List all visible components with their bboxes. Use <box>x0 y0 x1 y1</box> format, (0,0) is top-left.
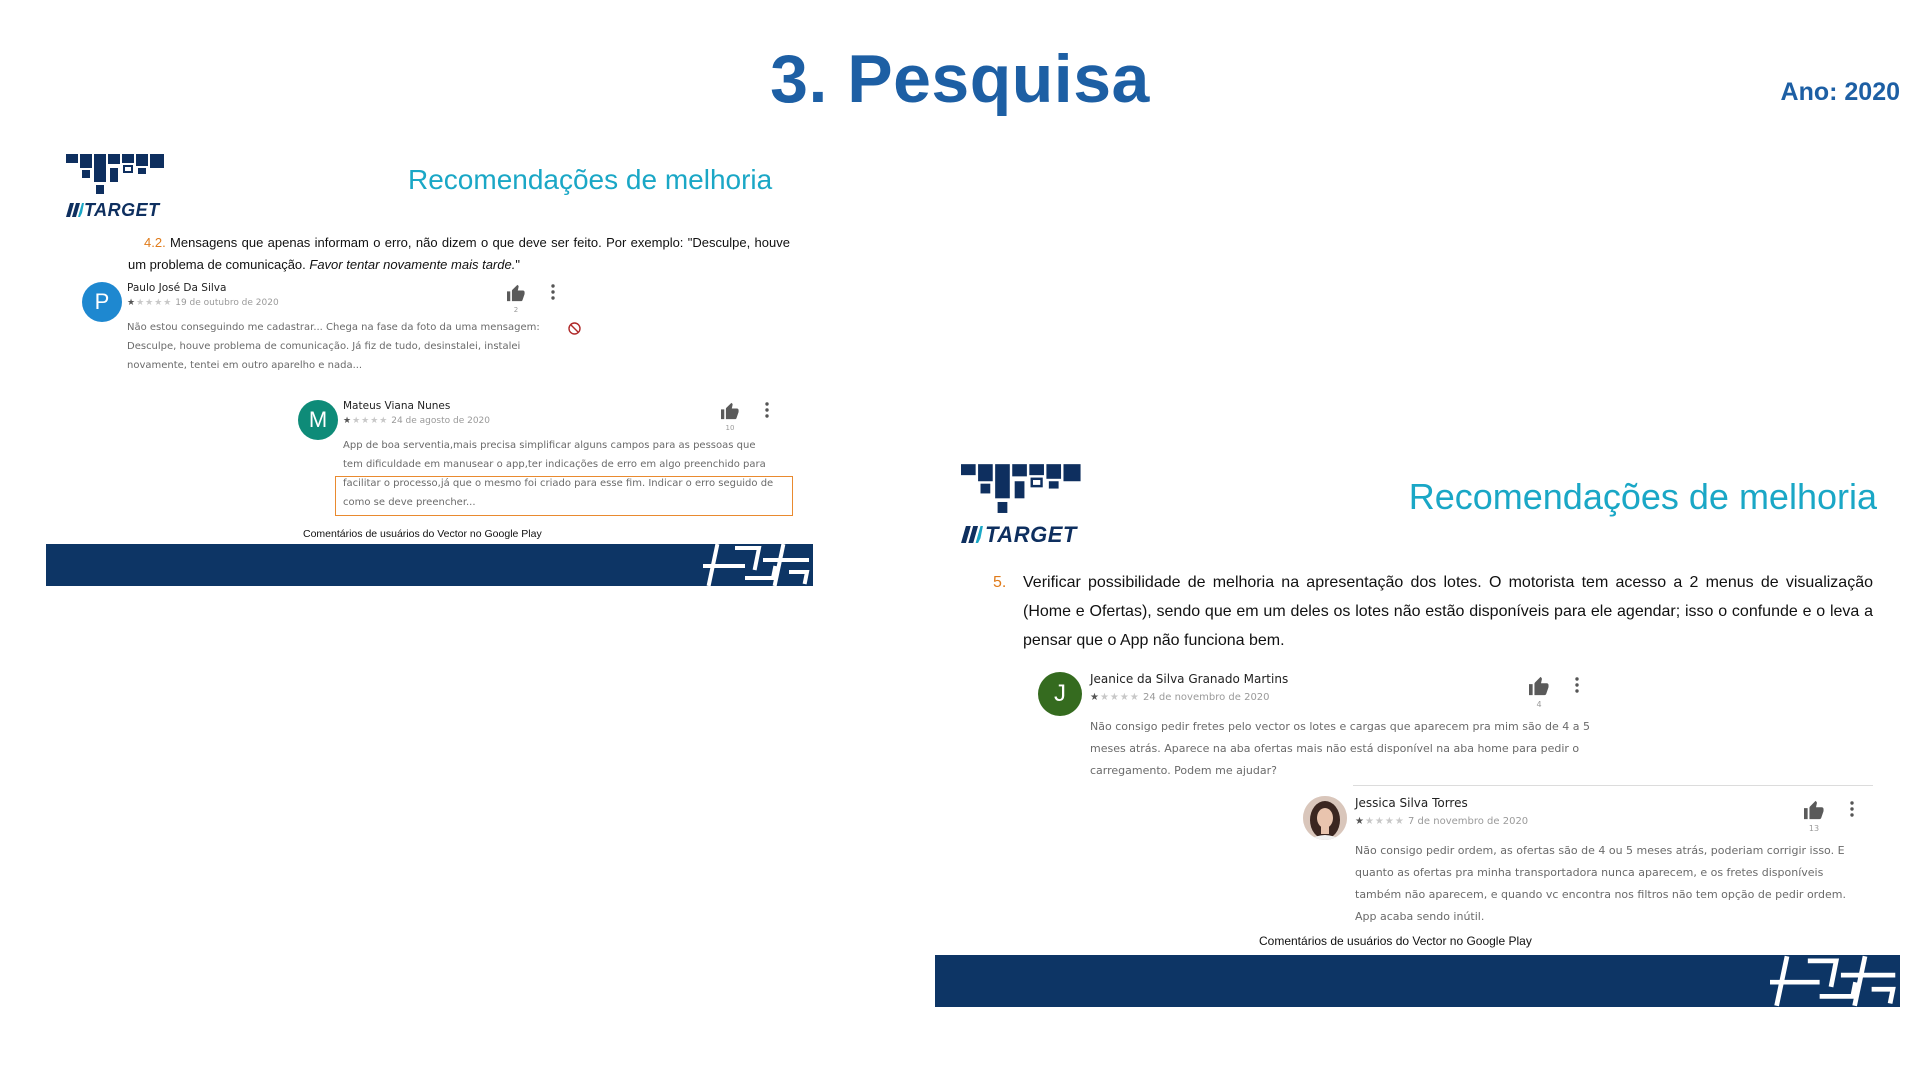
target-logo-mark-icon <box>961 464 1083 518</box>
review-text: App de boa serventia,mais precisa simplificar alguns campos para as pessoas que tem dificuldade em manusear o app,ter indicações de erro em algo preenchido para facilitar o processo,já que o mesmo foi criado para esse fim. Indicar o erro seguido de como se deve preencher... <box>343 440 774 508</box>
avatar-letter: M <box>308 407 328 432</box>
review-date: 24 de agosto de 2020 <box>391 416 490 426</box>
footer-logo-icon <box>703 544 813 586</box>
item-paragraph <box>128 232 790 276</box>
item-number: 5. <box>993 574 1007 591</box>
like-count: 13 <box>1808 824 1820 833</box>
item-text: Mensagens que apenas informam o erro, não dizem o que deve ser feito. Por exemplo: "Desculpe, houve um problema de comunicação. <box>128 235 790 272</box>
target-logo-text: TARGET <box>985 522 1077 547</box>
reviewer-name: Mateus Viana Nunes <box>343 400 451 412</box>
item-text-close: " <box>515 257 520 272</box>
target-logo-mark-icon <box>66 154 166 198</box>
like-count: 2 <box>513 306 519 314</box>
more-options-icon[interactable] <box>1849 800 1855 818</box>
review-card <box>82 282 562 382</box>
avatar-letter: P <box>94 289 110 314</box>
left-slide-panel <box>46 150 818 586</box>
review-meta <box>1355 816 1528 827</box>
review-divider <box>1353 785 1873 786</box>
figure-caption: Comentários de usuários do Vector no Google Play <box>303 528 542 540</box>
target-logo <box>66 154 166 220</box>
review-date: 24 de novembro de 2020 <box>1143 692 1270 703</box>
footer-logo-icon <box>1770 955 1900 1007</box>
section-title: Recomendações de melhoria <box>408 164 773 195</box>
review-date: 19 de outubro de 2020 <box>175 298 279 308</box>
star-rating: ★★★★★ <box>1090 692 1140 703</box>
item-text: Verificar possibilidade de melhoria na apresentação dos lotes. O motorista tem acesso a 2 menus de visualização (Home e Ofertas), sendo que em um deles os lotes não estão disponíveis para ele agendar; isso o confunde e o leva a pensar que o App não funciona bem. <box>1023 574 1873 649</box>
review-date: 7 de novembro de 2020 <box>1408 816 1529 827</box>
target-logo <box>961 464 1085 546</box>
review-meta <box>1090 692 1270 703</box>
highlight-box <box>335 476 793 516</box>
review-card <box>1303 796 1873 926</box>
right-slide-panel <box>935 460 1905 1010</box>
reviewer-name: Paulo José Da Silva <box>127 282 227 294</box>
more-options-icon[interactable] <box>1574 676 1580 694</box>
avatar-photo <box>1303 796 1347 840</box>
like-count: 10 <box>725 424 735 432</box>
item-paragraph <box>993 568 1873 655</box>
target-logo-stripes-icon <box>961 526 983 543</box>
more-options-icon[interactable] <box>764 402 770 418</box>
figure-caption: Comentários de usuários do Vector no Google Play <box>1259 934 1532 948</box>
star-rating: ★★★★★ <box>127 298 173 308</box>
avatar <box>1038 672 1082 716</box>
target-logo-stripes-icon <box>66 203 84 217</box>
avatar <box>82 282 122 322</box>
page-title: 3. Pesquisa <box>770 41 1150 117</box>
avatar <box>298 400 338 440</box>
reviewer-name: Jeanice da Silva Granado Martins <box>1090 672 1289 686</box>
star-rating: ★★★★★ <box>343 416 389 426</box>
thumbs-up-icon[interactable] <box>506 284 526 302</box>
footer-bar <box>46 544 813 586</box>
item-text-italic: Favor tentar novamente mais tarde. <box>309 257 516 272</box>
star-rating: ★★★★★ <box>1355 816 1405 827</box>
section-title: Recomendações de melhoria <box>1408 476 1877 517</box>
review-text: Não estou conseguindo me cadastrar... Chega na fase da foto da uma mensagem: Desculpe, houve problema de comunicação. Já fiz de tudo, desinstalei, instalei novamente, tentei em outro aparelho e nada... <box>127 322 540 371</box>
footer-bar <box>935 955 1900 1007</box>
thumbs-up-icon[interactable] <box>1528 676 1550 696</box>
year-label: Ano: 2020 <box>1780 78 1900 106</box>
thumbs-up-icon[interactable] <box>720 402 740 420</box>
like-count: 4 <box>1536 700 1542 709</box>
avatar-letter: J <box>1054 680 1066 707</box>
target-logo-text: TARGET <box>84 200 160 220</box>
review-card <box>298 400 798 520</box>
review-card <box>1038 672 1598 777</box>
item-number: 4.2. <box>144 235 166 250</box>
review-meta <box>127 298 279 308</box>
review-text: Não consigo pedir ordem, as ofertas são de 4 ou 5 meses atrás, poderiam corrigir isso. E quanto as ofertas pra minha transportadora nunca aparecem, e os fretes disponíveis também não aparecem, e quando vc encontra nos filtros não tem opção de pedir ordem. App acaba sendo inútil. <box>1355 844 1846 923</box>
reviewer-name: Jessica Silva Torres <box>1355 796 1468 810</box>
more-options-icon[interactable] <box>550 284 556 300</box>
thumbs-up-icon[interactable] <box>1803 800 1825 820</box>
user-photo-icon <box>1303 796 1347 840</box>
review-text: Não consigo pedir fretes pelo vector os lotes e cargas que aparecem pra mim são de 4 a 5 meses atrás. Aparece na aba ofertas mais não está disponível na aba home para pedir o carregamento. Podem me ajudar? <box>1090 720 1590 777</box>
review-meta <box>343 416 490 426</box>
no-entry-icon <box>568 322 581 335</box>
